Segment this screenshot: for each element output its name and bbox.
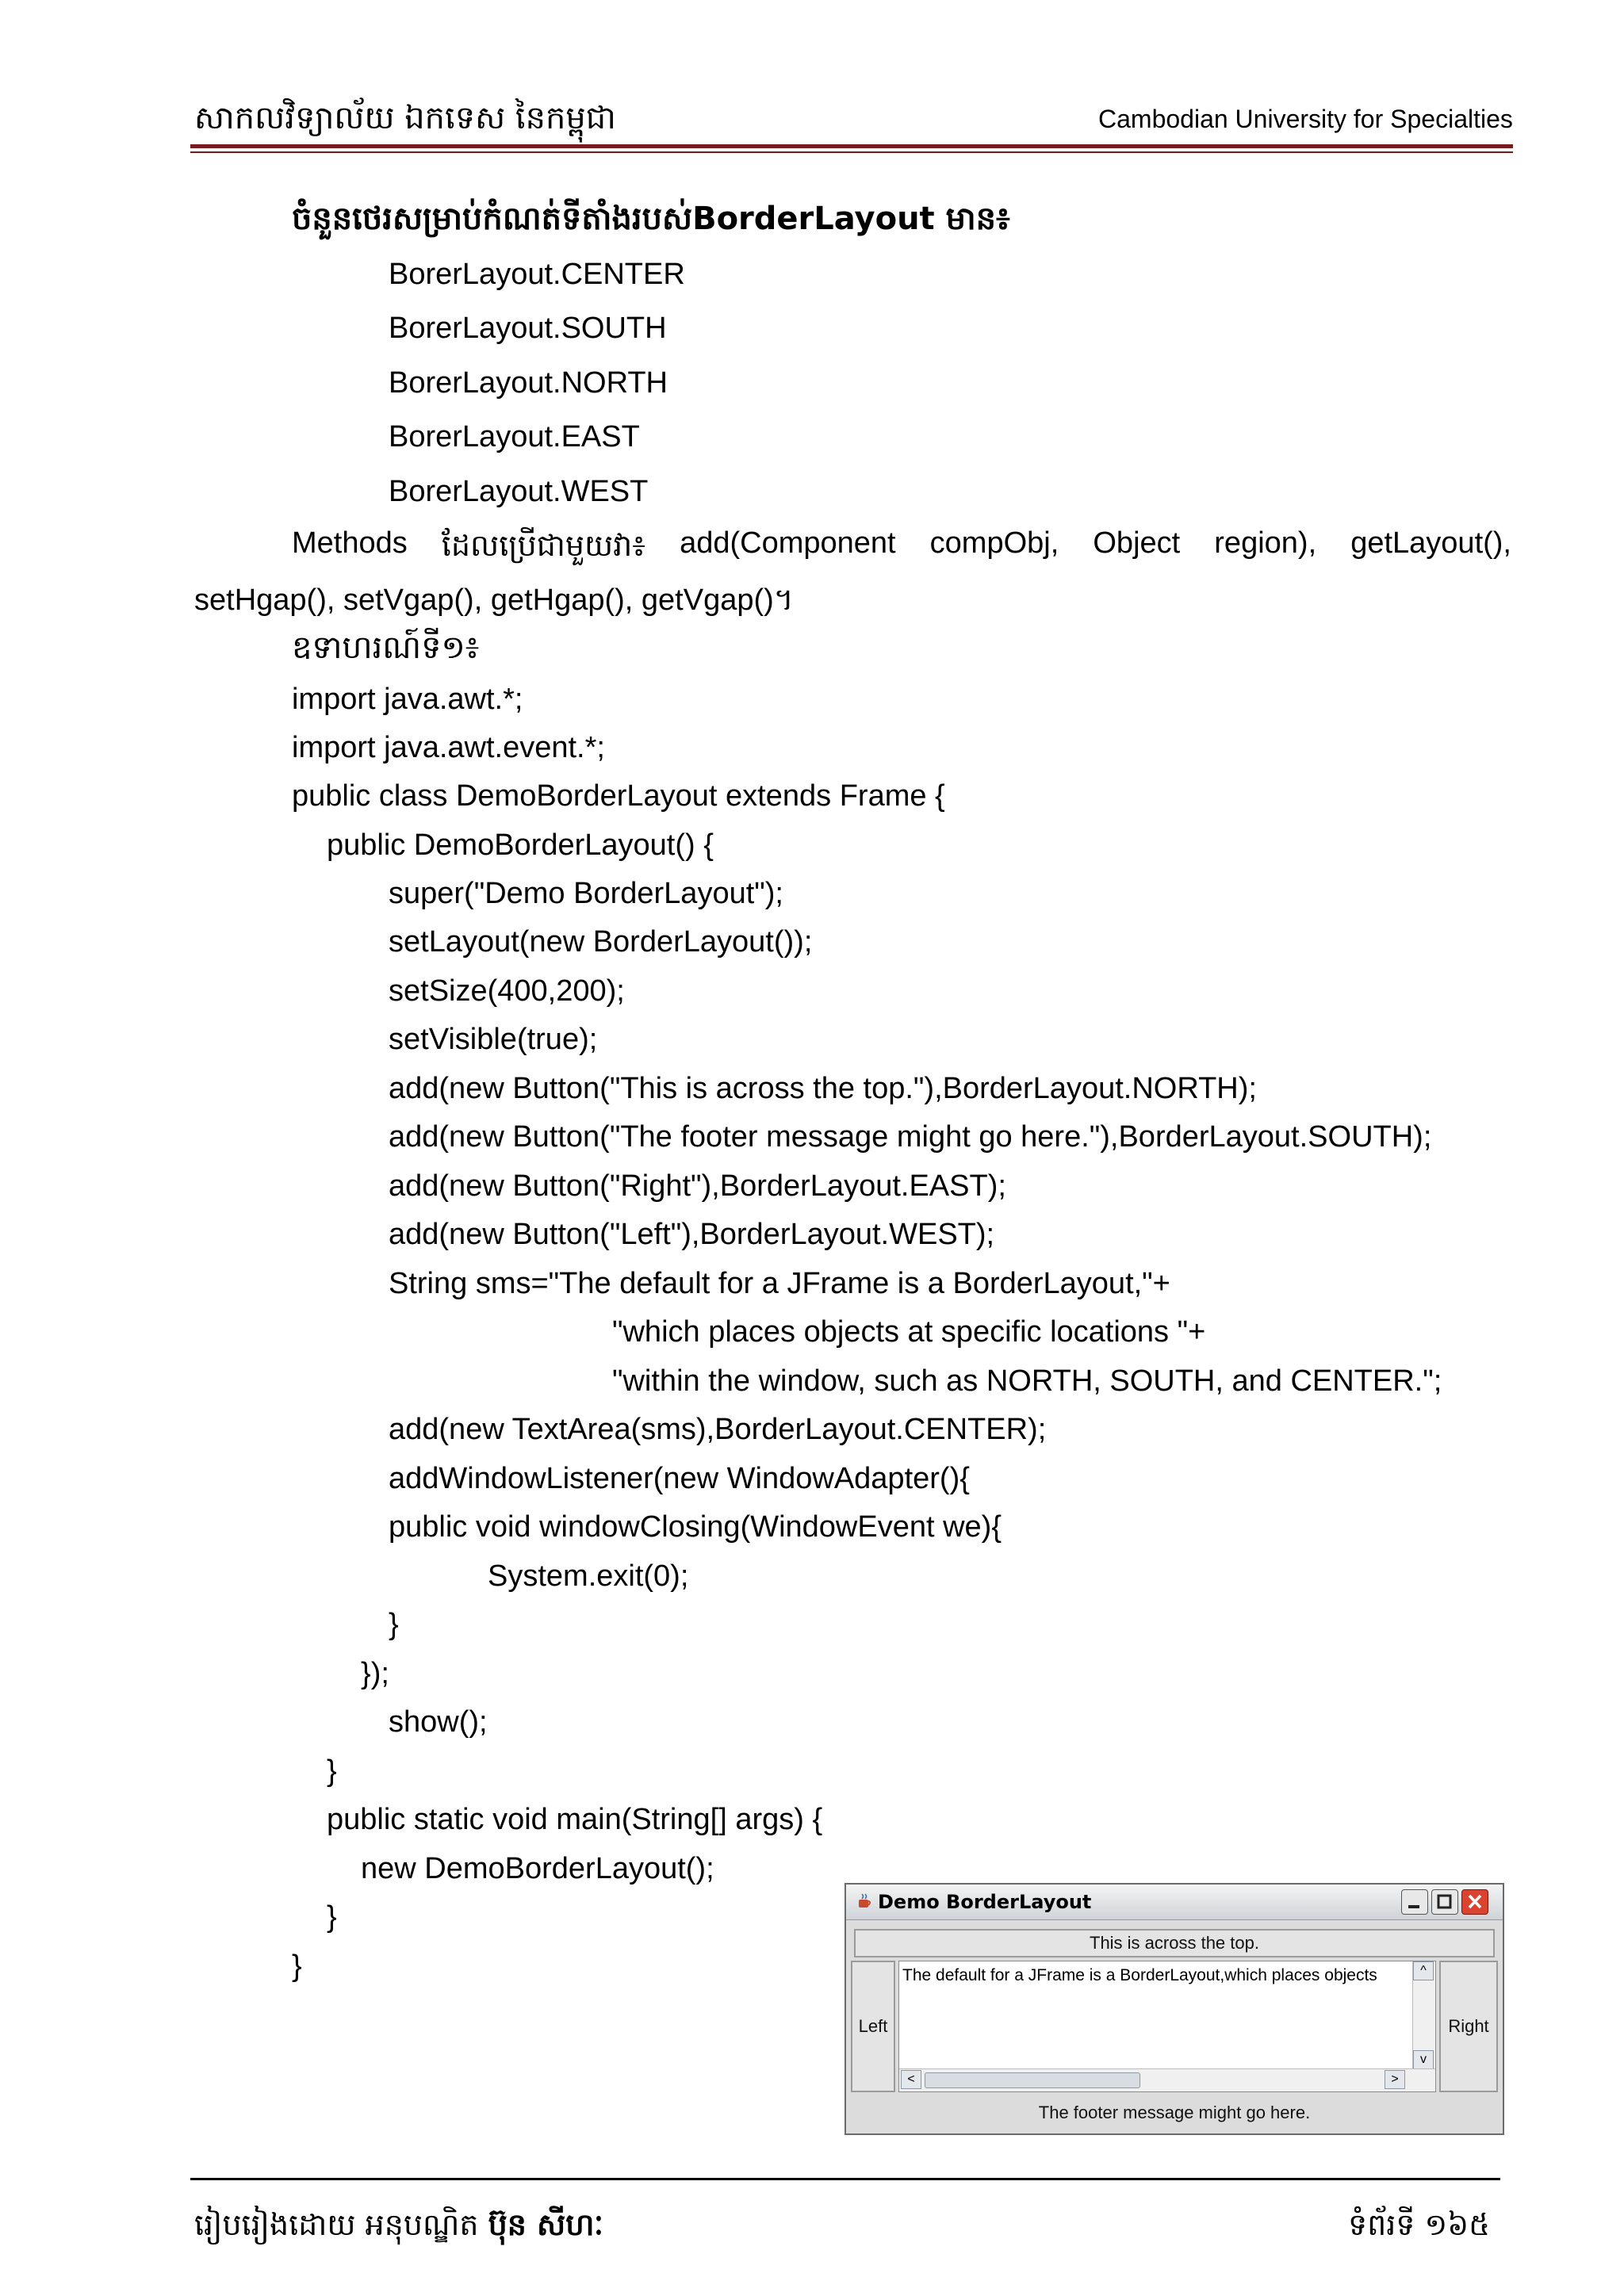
methods-word: add(Component — [680, 526, 896, 560]
close-icon — [1462, 1890, 1488, 1914]
chevron-down-icon: v — [1420, 2053, 1427, 2066]
south-button[interactable]: The footer message might go here. — [849, 2095, 1500, 2130]
java-cup-icon — [856, 1892, 873, 1910]
code-line: new DemoBorderLayout(); — [361, 1852, 714, 1885]
header-rule-thin — [190, 151, 1513, 153]
header-rule — [190, 144, 1513, 148]
scroll-down-arrow[interactable] — [1413, 2050, 1434, 2069]
vertical-scrollbar[interactable] — [1412, 1961, 1435, 2069]
code-line: addWindowListener(new WindowAdapter(){ — [389, 1462, 970, 1495]
maximize-button[interactable] — [1431, 1889, 1458, 1915]
code-line: setSize(400,200); — [389, 974, 625, 1008]
methods-word: getLayout(), — [1350, 526, 1511, 560]
code-line: } — [389, 1608, 399, 1641]
section-heading: ចំនួនថេរសម្រាប់កំណត់ទីតាំងរបស់BorderLayout មាន៖ — [292, 201, 1010, 237]
close-button[interactable] — [1461, 1889, 1488, 1915]
code-line: add(new Button("This is across the top."),BorderLayout.NORTH); — [389, 1072, 1257, 1105]
demo-window — [845, 1883, 1504, 2135]
maximize-icon — [1432, 1890, 1457, 1914]
example-label: ឧទាហរណ៍ទី១៖ — [292, 629, 480, 666]
header-university-english: Cambodian University for Specialties — [1098, 105, 1513, 133]
east-button[interactable]: Right — [1439, 1961, 1498, 2092]
footer-author-name: ប៊ុន សីហៈ — [488, 2207, 604, 2242]
constant-item: BorerLayout.NORTH — [389, 366, 668, 400]
page-number: ទំព័រទី ១៦៥ — [1348, 2207, 1491, 2242]
footer-author-prefix: រៀបរៀងដោយ អនុបណ្ឌិត — [194, 2207, 488, 2242]
chevron-up-icon: ^ — [1420, 1964, 1427, 1977]
constant-item: BorerLayout.CENTER — [389, 258, 685, 291]
code-line: public class DemoBorderLayout extends Frame { — [292, 779, 945, 813]
scroll-up-arrow[interactable] — [1413, 1961, 1434, 1980]
code-line: show(); — [389, 1705, 488, 1739]
constant-item: BorerLayout.EAST — [389, 420, 640, 453]
constant-item: BorerLayout.SOUTH — [389, 312, 667, 345]
window-title-bar[interactable] — [846, 1885, 1503, 1920]
code-line: super("Demo BorderLayout"); — [389, 877, 783, 910]
north-button[interactable]: This is across the top. — [854, 1929, 1495, 1957]
code-line: } — [292, 1950, 302, 1983]
code-line: public DemoBorderLayout() { — [327, 828, 714, 862]
methods-word: Object — [1093, 526, 1181, 560]
code-line: public void windowClosing(WindowEvent we){ — [389, 1510, 1002, 1544]
code-line: }); — [361, 1657, 389, 1690]
minimize-button[interactable] — [1401, 1889, 1428, 1915]
minimize-icon — [1402, 1890, 1427, 1914]
scroll-left-arrow[interactable] — [901, 2070, 921, 2089]
scroll-thumb[interactable] — [925, 2072, 1140, 2088]
methods-word: region), — [1214, 526, 1317, 560]
text-area-content: The default for a JFrame is a BorderLayout,which places objects — [902, 1966, 1377, 1984]
scroll-right-arrow[interactable] — [1385, 2070, 1405, 2089]
code-line: System.exit(0); — [488, 1559, 689, 1593]
code-line: } — [327, 1900, 337, 1934]
footer-rule — [190, 2178, 1500, 2180]
footer-author — [194, 2206, 603, 2250]
code-line: import java.awt.event.*; — [292, 731, 605, 764]
code-line: "within the window, such as NORTH, SOUTH, and CENTER."; — [612, 1364, 1442, 1398]
code-line: add(new TextArea(sms),BorderLayout.CENTER); — [389, 1413, 1047, 1446]
methods-word: ដែលប្រើជាមួយវា៖ — [441, 528, 645, 563]
methods-word: compObj, — [929, 526, 1059, 560]
code-line: String sms="The default for a JFrame is a BorderLayout,"+ — [389, 1267, 1170, 1300]
code-line: add(new Button("Left"),BorderLayout.WEST); — [389, 1218, 995, 1251]
window-title: Demo BorderLayout — [878, 1891, 1092, 1913]
center-text-area[interactable] — [898, 1961, 1436, 2092]
methods-line-1 — [292, 526, 1511, 571]
code-line: setLayout(new BorderLayout()); — [389, 925, 813, 959]
chevron-left-icon: < — [907, 2072, 915, 2086]
code-line: } — [327, 1755, 337, 1788]
horizontal-scrollbar[interactable] — [899, 2068, 1435, 2091]
code-line: "which places objects at specific locations "+ — [612, 1315, 1206, 1349]
constant-item: BorerLayout.WEST — [389, 475, 649, 508]
code-line: add(new Button("The footer message might go here."),BorderLayout.SOUTH); — [389, 1120, 1432, 1154]
chevron-right-icon: > — [1391, 2072, 1399, 2086]
code-line: public static void main(String[] args) { — [327, 1803, 823, 1836]
header-university-khmer: សាកលវិទ្យាល័យ ឯកទេស នៃកម្ពុជា — [194, 100, 616, 136]
methods-line-2: setHgap(), setVgap(), getHgap(), getVgap()។ — [194, 584, 794, 617]
code-line: setVisible(true); — [389, 1023, 598, 1056]
code-line: import java.awt.*; — [292, 683, 523, 716]
methods-word: Methods — [292, 526, 408, 560]
west-button[interactable]: Left — [851, 1961, 895, 2092]
code-line: add(new Button("Right"),BorderLayout.EAST); — [389, 1169, 1006, 1203]
